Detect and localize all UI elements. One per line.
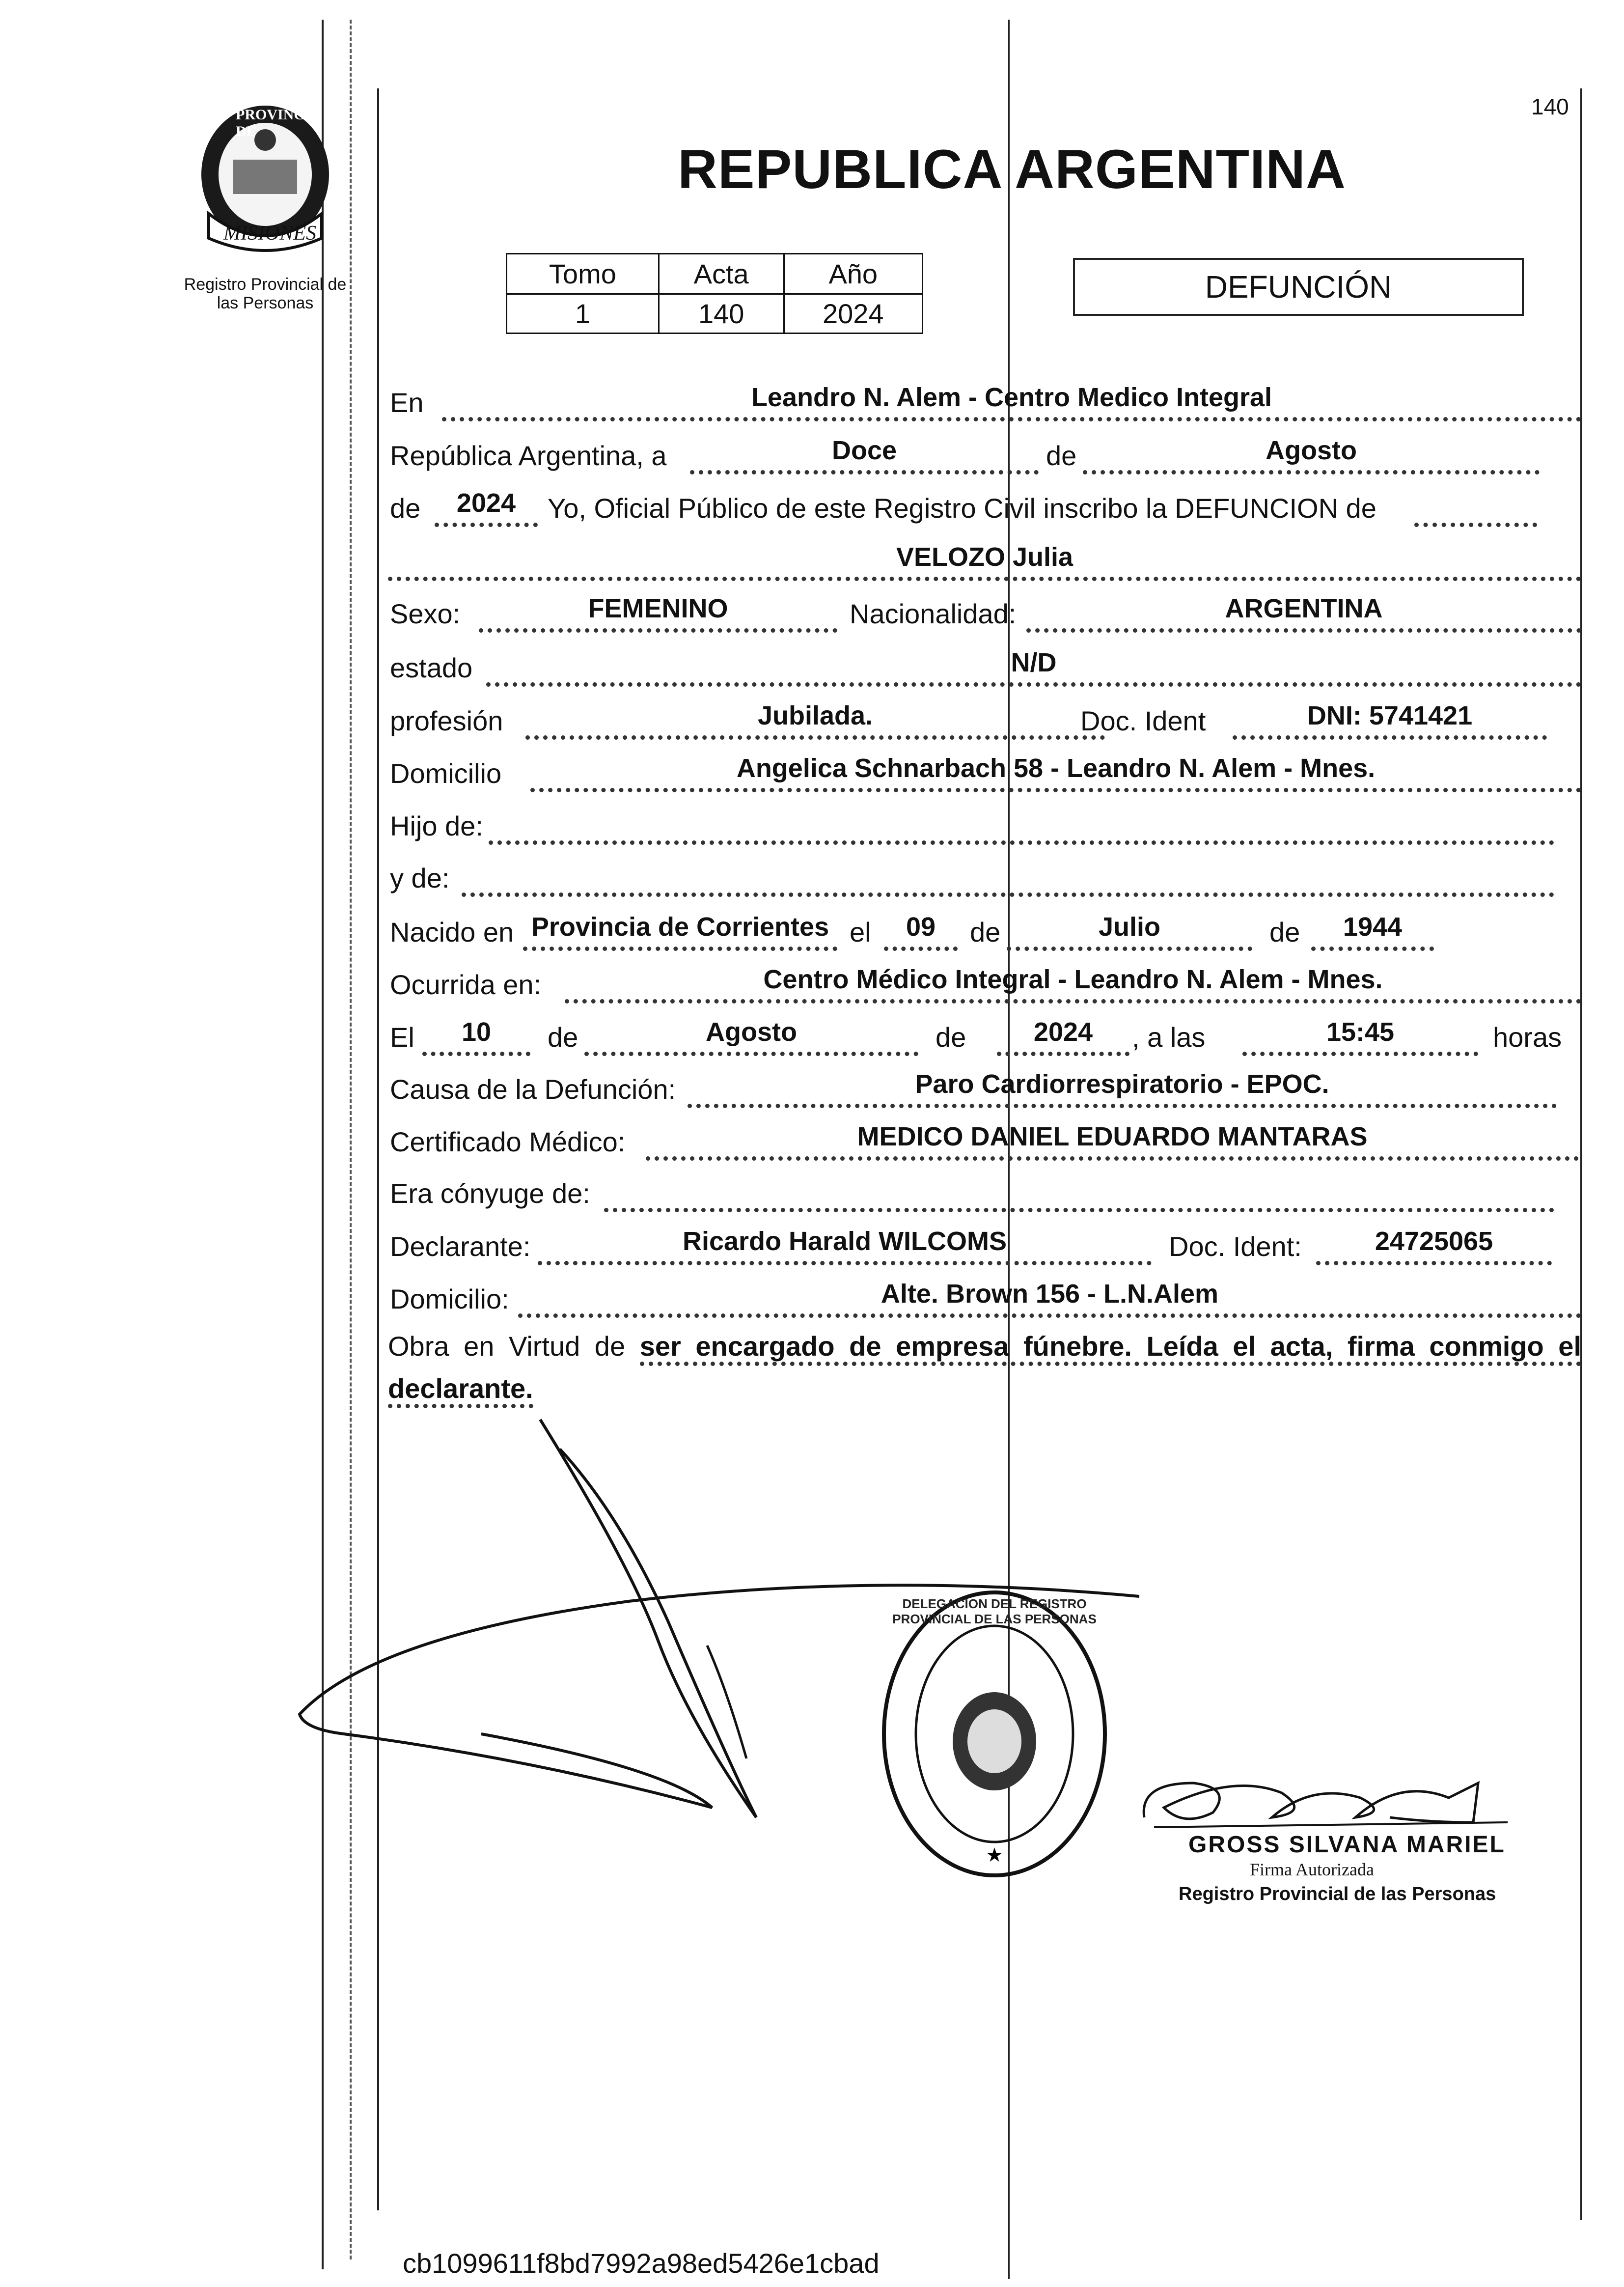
svg-text:★: ★ <box>986 1844 1003 1867</box>
de-label-5: de <box>548 1022 578 1053</box>
nac-dia-field: 09 <box>884 907 958 951</box>
doc-field: DNI: 5741421 <box>1233 696 1547 740</box>
certificado-label: Certificado Médico: <box>390 1126 626 1157</box>
row-hijo <box>388 802 1581 849</box>
province-logo <box>189 101 341 258</box>
declarante-doc-field: 24725065 <box>1316 1222 1552 1265</box>
record-table <box>506 253 923 334</box>
domicilio-field: Angelica Schnarbach 58 - Leandro N. Alem - Mnes. <box>530 749 1581 792</box>
dia-field: Doce <box>690 431 1039 474</box>
page-title: REPUBLICA ARGENTINA <box>678 139 1346 200</box>
sexo-label: Sexo: <box>390 598 461 629</box>
document-hash: cb1099611f8bd7992a98ed5426e1cbad <box>403 2248 880 2279</box>
registrar-name: GROSS SILVANA MARIEL <box>1188 1832 1506 1858</box>
declarante-field: Ricardo Harald WILCOMS <box>538 1222 1152 1265</box>
hora-field: 15:45 <box>1242 1012 1478 1056</box>
page-number: 140 <box>1531 94 1569 119</box>
record-type-box: DEFUNCIÓN <box>1073 258 1524 316</box>
profesion-field: Jubilada. <box>525 696 1105 740</box>
nacido-label: Nacido en <box>390 917 514 948</box>
nac-mes-field: Julio <box>1007 907 1252 951</box>
margin-line <box>377 88 379 2210</box>
row-republica <box>388 431 1581 478</box>
domicilio2-label: Domicilio: <box>390 1283 509 1314</box>
row-domicilio2 <box>388 1275 1581 1322</box>
sexo-field: FEMENINO <box>479 589 837 633</box>
row-ocurrida <box>388 960 1581 1007</box>
causa-label: Causa de la Defunción: <box>390 1074 676 1105</box>
row-declarante <box>388 1222 1581 1269</box>
row-domicilio <box>388 749 1581 796</box>
nombre-field: VELOZO Julia <box>388 537 1581 581</box>
tomo-value: 1 <box>507 294 659 334</box>
row-profesion <box>388 697 1581 744</box>
doc-label: Doc. Ident <box>1080 705 1206 736</box>
row-causa <box>388 1065 1581 1112</box>
de-label-6: de <box>936 1022 966 1053</box>
nacionalidad-label: Nacionalidad: <box>850 598 1017 629</box>
registry-label-line-1: Registro Provincial de <box>184 275 347 294</box>
hijo-field <box>489 801 1554 845</box>
de-label-3: de <box>970 917 1001 948</box>
row-sexo <box>388 589 1581 637</box>
doc2-label: Doc. Ident: <box>1169 1231 1302 1262</box>
row-en <box>388 378 1581 425</box>
nacionalidad-field: ARGENTINA <box>1026 589 1581 633</box>
row-estado <box>388 643 1581 691</box>
row-conyuge <box>388 1169 1581 1216</box>
estado-field: N/D <box>486 643 1581 687</box>
row-el <box>388 1013 1581 1060</box>
yde-label: y de: <box>390 863 450 893</box>
registrar-role: Firma Autorizada <box>1250 1860 1374 1879</box>
row-yo <box>388 484 1581 531</box>
def-anio-field: 2024 <box>997 1012 1129 1056</box>
row-certificado <box>388 1117 1581 1165</box>
causa-field: Paro Cardiorrespiratorio - EPOC. <box>688 1064 1557 1108</box>
yo-text: Yo, Oficial Público de este Registro Civil inscribo la DEFUNCION de <box>548 493 1376 524</box>
nac-anio-field: 1944 <box>1311 907 1434 951</box>
obra-text: ser encargado de empresa fúnebre. Leída el acta, firma conmigo el declarante. <box>388 1331 1581 1408</box>
el-label: el <box>850 917 871 948</box>
certificado-field: MEDICO DANIEL EDUARDO MANTARAS <box>646 1117 1579 1161</box>
declarante-label: Declarante: <box>390 1231 531 1262</box>
acta-value: 140 <box>659 294 784 334</box>
row-nombre <box>388 538 1581 585</box>
de-label-2: de <box>390 493 421 524</box>
el2-label: El <box>390 1022 414 1053</box>
seal-ring-text: DELEGACION DEL REGISTRO PROVINCIAL DE LAS PERSONAS <box>892 1596 1097 1626</box>
alas-label: , a las <box>1132 1022 1206 1053</box>
acta-label: Acta <box>659 254 784 294</box>
en-field: Leandro N. Alem - Centro Medico Integral <box>442 378 1581 421</box>
obra-paragraph <box>388 1325 1581 1410</box>
registrar-signature <box>1134 1763 1527 1837</box>
registry-label <box>157 275 373 312</box>
def-dia-field: 10 <box>422 1012 530 1056</box>
anio-label: Año <box>784 254 922 294</box>
domicilio-label: Domicilio <box>390 758 502 789</box>
official-seal <box>879 1587 1110 1881</box>
declarante-domicilio-field: Alte. Brown 156 - L.N.Alem <box>518 1274 1581 1318</box>
hijo-label: Hijo de: <box>390 810 483 841</box>
logo-text-bottom: MISIONES <box>223 222 316 245</box>
de-label-1: de <box>1046 440 1077 471</box>
en-label: En <box>390 387 424 418</box>
de-label-4: de <box>1269 917 1300 948</box>
horas-label: horas <box>1493 1022 1562 1053</box>
anio-value: 2024 <box>784 294 922 334</box>
anio-field: 2024 <box>435 483 538 527</box>
profesion-label: profesión <box>390 705 503 736</box>
conyuge-field <box>604 1169 1554 1212</box>
conyuge-label: Era cónyuge de: <box>390 1178 590 1209</box>
republica-label: República Argentina, a <box>390 440 667 471</box>
logo-text-top: PROVINCIA DE <box>236 107 320 139</box>
estado-label: estado <box>390 652 473 683</box>
def-mes-field: Agosto <box>584 1012 918 1056</box>
mes-field: Agosto <box>1083 431 1540 474</box>
binding-line-left <box>322 20 324 2269</box>
yo-trailing-field <box>1414 483 1537 527</box>
tomo-label: Tomo <box>507 254 659 294</box>
yde-field <box>462 853 1554 897</box>
registry-label-line-2: las Personas <box>217 294 314 312</box>
ocurrida-label: Ocurrida en: <box>390 969 542 1000</box>
row-nacido <box>388 908 1581 955</box>
margin-dots <box>350 20 352 2259</box>
nacido-field: Provincia de Corrientes <box>523 907 837 951</box>
ocurrida-field: Centro Médico Integral - Leandro N. Alem - Mnes. <box>565 960 1581 1004</box>
row-yde <box>388 854 1581 901</box>
obra-label: Obra en Virtud de <box>388 1331 626 1362</box>
registrar-office: Registro Provincial de las Personas <box>1179 1884 1496 1904</box>
